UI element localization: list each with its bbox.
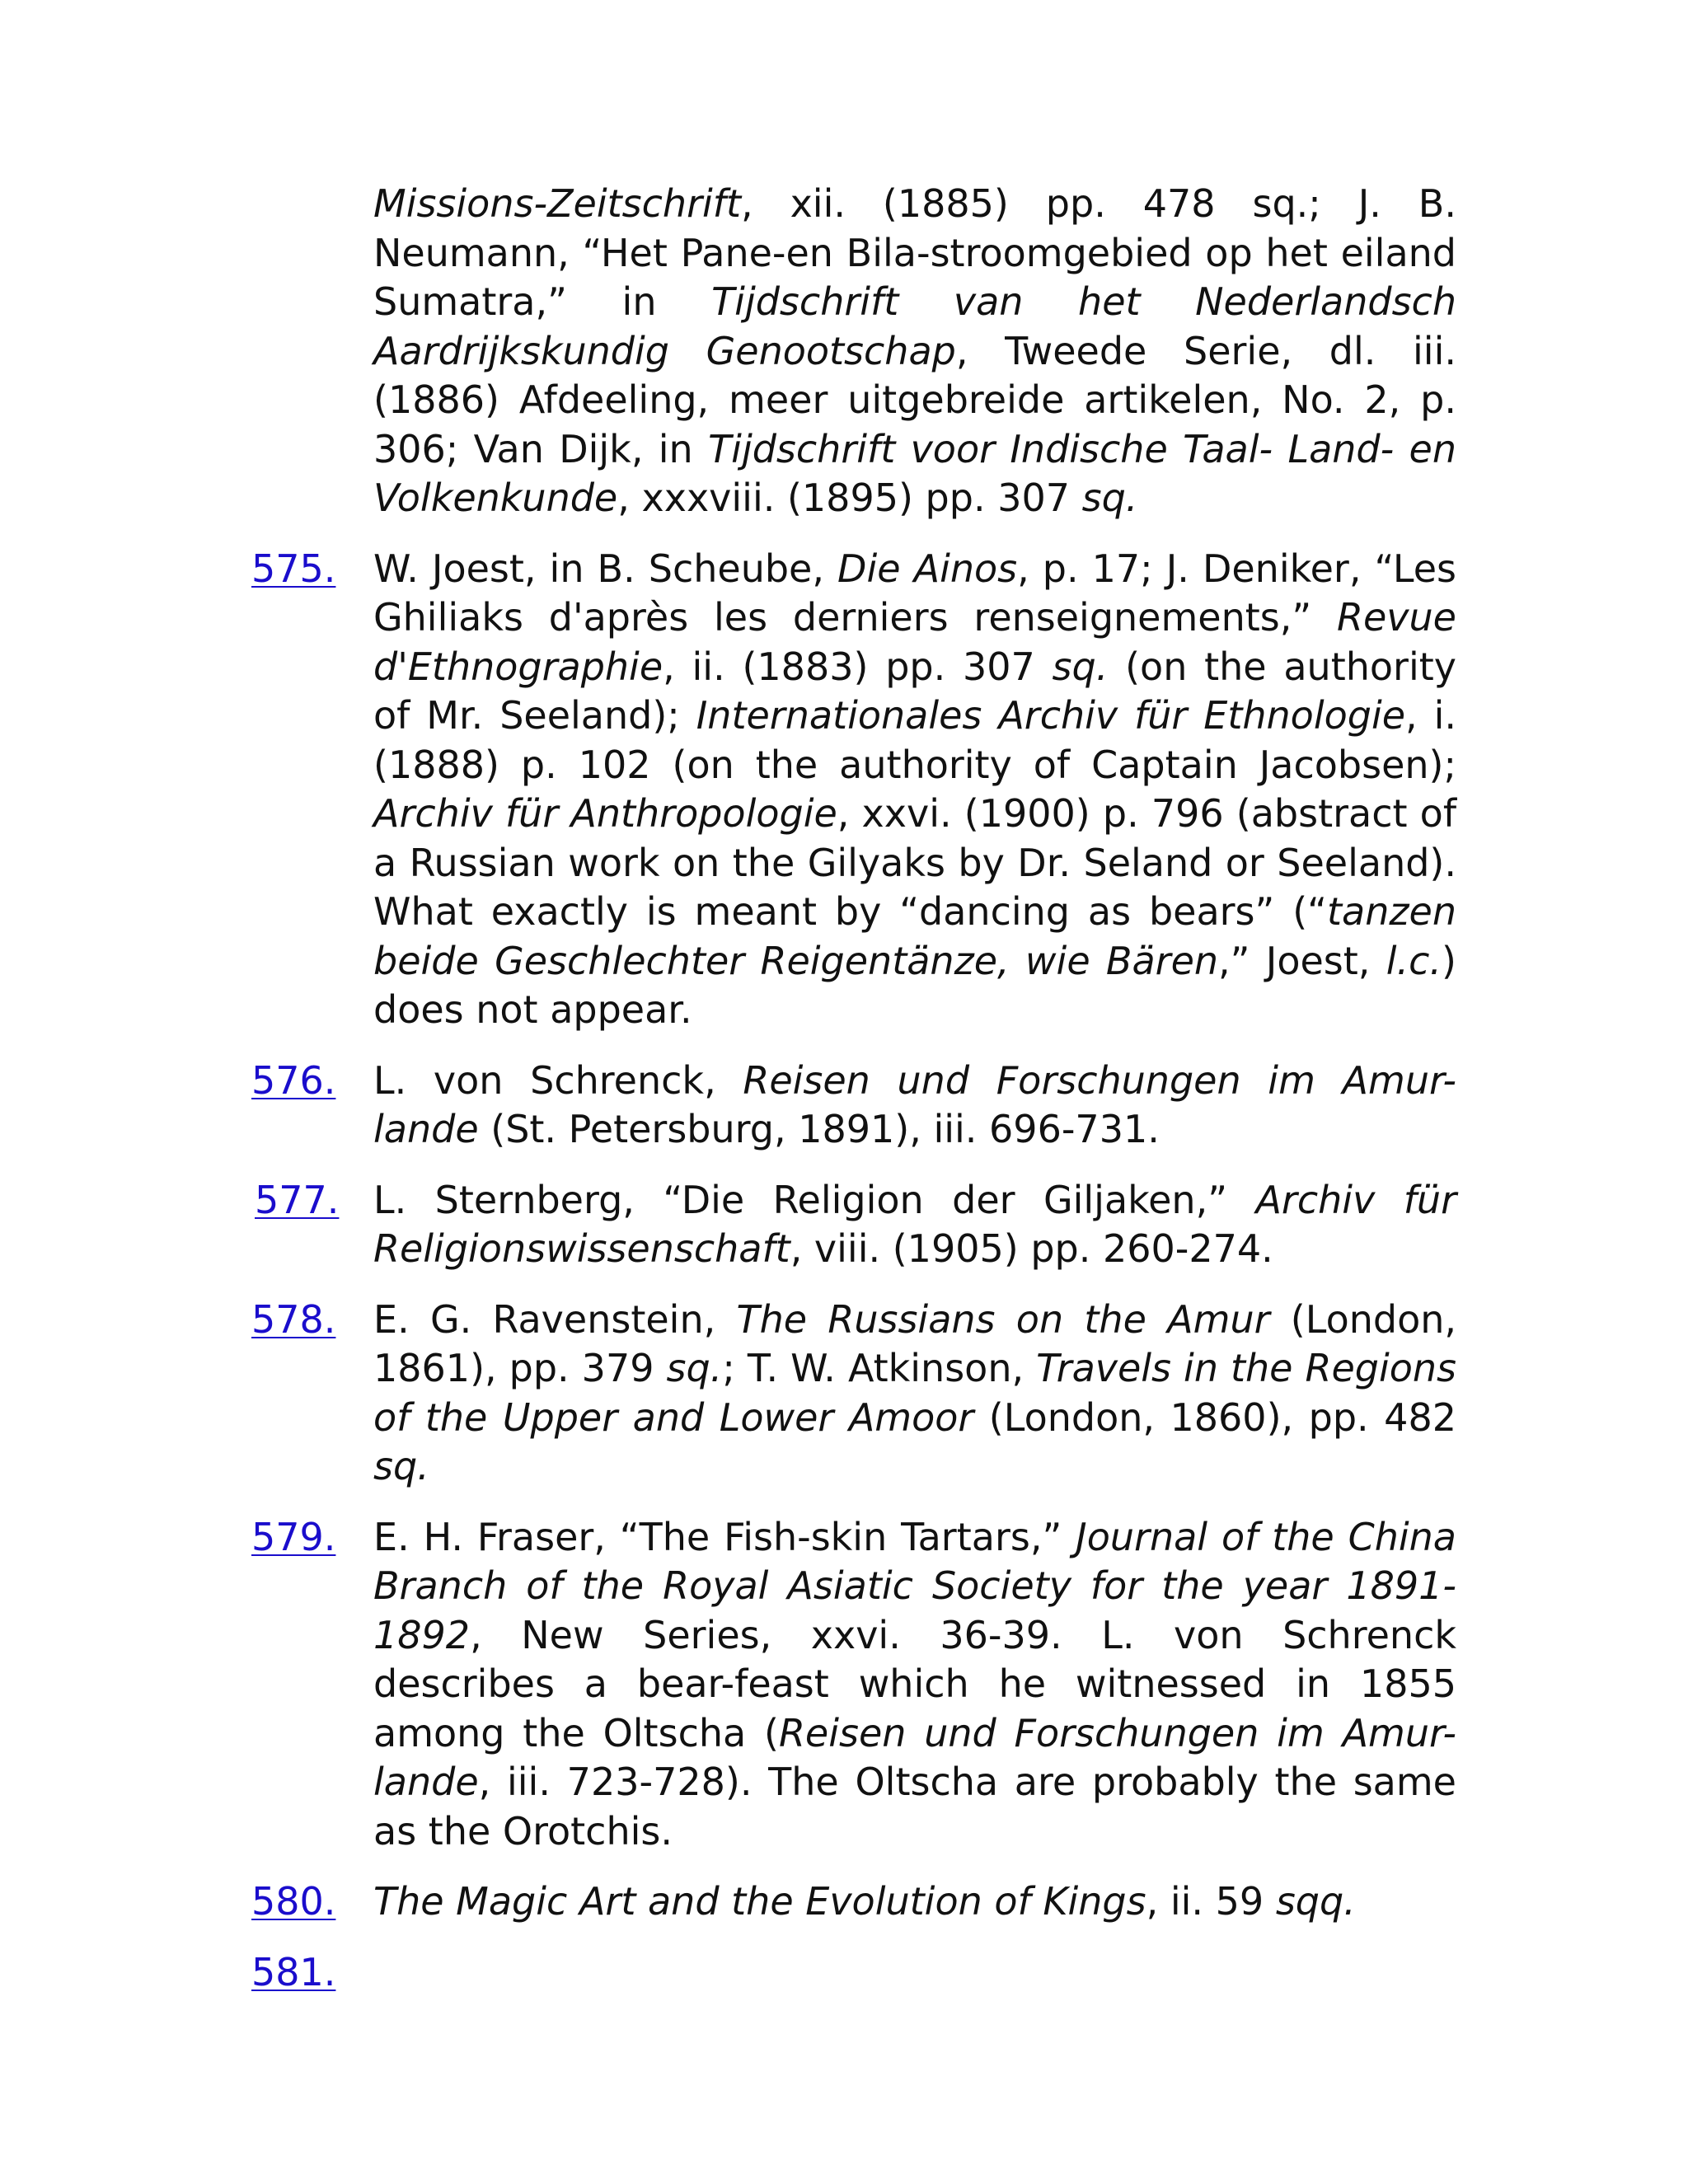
footnote-577 bbox=[251, 1176, 1456, 1274]
footnote-text bbox=[373, 1176, 1456, 1274]
footnote-581 bbox=[251, 1948, 1456, 1998]
footnote-number-link[interactable]: 578. bbox=[251, 1296, 336, 1342]
text-fragment: , ii. (1883) pp. 307 bbox=[663, 644, 1053, 689]
text-fragment: , ii. 59 bbox=[1146, 1879, 1276, 1924]
text-fragment: Reisen und Forschungen im Amur-lande bbox=[373, 1710, 1456, 1804]
footnote-576 bbox=[251, 1057, 1456, 1155]
footnote-number-link[interactable]: 579. bbox=[251, 1514, 336, 1559]
text-fragment: Internationales Archiv für Ethnologie bbox=[696, 693, 1406, 738]
text-fragment: L. Sternberg, “Die Religion der Giljaken,” bbox=[373, 1177, 1256, 1222]
text-fragment: l.c. bbox=[1386, 938, 1442, 983]
text-fragment: Journal of the China Branch of the Royal Asiatic Society for the year 1891-1892 bbox=[373, 1514, 1456, 1657]
text-fragment: W. Joest, in B. Scheube, bbox=[373, 546, 838, 591]
footnote-continuation bbox=[251, 180, 1456, 523]
footnote-number-link[interactable]: 581. bbox=[251, 1949, 336, 1994]
text-fragment: , p. 17; J. Deniker, “Les Ghiliaks d'après les derniers renseignements,” bbox=[373, 546, 1456, 640]
text-fragment: , iii. 723-728). The Oltscha are probably the same as the Orotchis. bbox=[373, 1760, 1456, 1854]
footnote-text bbox=[373, 1296, 1456, 1492]
footnote-number-link[interactable]: 576. bbox=[251, 1057, 336, 1103]
text-fragment: , viii. (1905) pp. 260-274. bbox=[790, 1226, 1273, 1271]
text-fragment: ; T. W. Atkinson, bbox=[722, 1346, 1037, 1390]
text-fragment: Tijdschrift voor Indische Taal- Land- en Volkenkunde bbox=[373, 426, 1457, 520]
text-fragment: Archiv für Religionswissenschaft bbox=[373, 1177, 1456, 1271]
text-fragment: E. H. Fraser, “The Fish-skin Tartars,” bbox=[373, 1514, 1076, 1559]
footnote-579 bbox=[251, 1513, 1456, 1857]
text-fragment: sqq. bbox=[1275, 1879, 1356, 1924]
text-fragment: Tijdschrift van het Nederlandsch Aardrijkskundig Genootschap bbox=[373, 279, 1456, 373]
text-fragment: sq. bbox=[373, 1444, 429, 1488]
text-fragment: The Magic Art and the Evolution of Kings bbox=[373, 1879, 1146, 1924]
text-fragment: Missions-Zeitschrift bbox=[373, 181, 742, 226]
footnote-text bbox=[373, 180, 1456, 523]
text-fragment: (London, 1861), pp. 379 bbox=[373, 1296, 1456, 1390]
text-fragment: Reisen und Forschungen im Amur-lande bbox=[373, 1057, 1456, 1151]
text-fragment: Revue d'Ethnographie bbox=[373, 595, 1456, 689]
footnote-number-link[interactable]: 577. bbox=[255, 1177, 340, 1222]
text-fragment: , xii. (1885) pp. 478 sq.; J. B. Neumann, “Het Pane-en Bila-stroomgebied op het eiland Sumatra,” in bbox=[373, 181, 1456, 324]
text-fragment: , New Series, xxvi. 36-39. L. von Schrenck describes a bear-feast which he witnessed in 1855 among the Oltscha ( bbox=[373, 1612, 1456, 1755]
footnote-580 bbox=[251, 1877, 1456, 1927]
text-fragment: (London, 1860), pp. 482 bbox=[973, 1394, 1456, 1440]
text-fragment: ) does not appear. bbox=[373, 938, 1456, 1032]
footnote-text bbox=[373, 1057, 1456, 1155]
text-fragment: , i. (1888) p. 102 (on the authority of Captain Jacobsen); bbox=[373, 693, 1456, 787]
text-fragment: (on the authority of Mr. Seeland); bbox=[373, 644, 1456, 738]
text-fragment: sq. bbox=[1081, 476, 1138, 520]
text-fragment: , xxxviii. (1895) pp. 307 bbox=[617, 476, 1082, 520]
footnote-text bbox=[373, 545, 1456, 1035]
text-fragment: , xxvi. (1900) p. 796 (abstract of a Russian work on the Gilyaks by Dr. Seland or Seeland). What exactly is meant by “dancing as bears” (“ bbox=[373, 791, 1457, 934]
text-fragment: Travels in the Regions of the Upper and Lower Amoor bbox=[373, 1346, 1457, 1440]
text-fragment: E. G. Ravenstein, bbox=[373, 1296, 737, 1342]
text-fragment: Die Ainos bbox=[837, 546, 1018, 591]
text-fragment: , Tweede Serie, dl. iii. (1886) Afdeeling, meer uitgebreide artikelen, No. 2, p. 306; Van Dijk, in bbox=[373, 328, 1456, 471]
footnote-text bbox=[373, 1877, 1456, 1927]
text-fragment: sq. bbox=[666, 1346, 723, 1390]
text-fragment: sq. bbox=[1052, 644, 1109, 689]
footnote-text bbox=[373, 1513, 1456, 1857]
footnote-number-link[interactable]: 580. bbox=[251, 1879, 336, 1924]
footnotes-list bbox=[251, 180, 1456, 2018]
text-fragment: (St. Petersburg, 1891), iii. 696-731. bbox=[478, 1107, 1160, 1151]
text-fragment: The Russians on the Amur bbox=[736, 1296, 1270, 1342]
text-fragment: Archiv für Anthropologie bbox=[373, 791, 837, 836]
text-fragment: ,” Joest, bbox=[1218, 938, 1386, 983]
footnote-578 bbox=[251, 1296, 1456, 1492]
text-fragment: L. von Schrenck, bbox=[373, 1057, 743, 1103]
footnote-number-link[interactable]: 575. bbox=[251, 546, 336, 591]
footnote-text bbox=[373, 1948, 1456, 1998]
text-fragment: tanzen beide Geschlechter Reigentänze, wie Bären bbox=[373, 889, 1456, 983]
footnote-575 bbox=[251, 545, 1456, 1035]
